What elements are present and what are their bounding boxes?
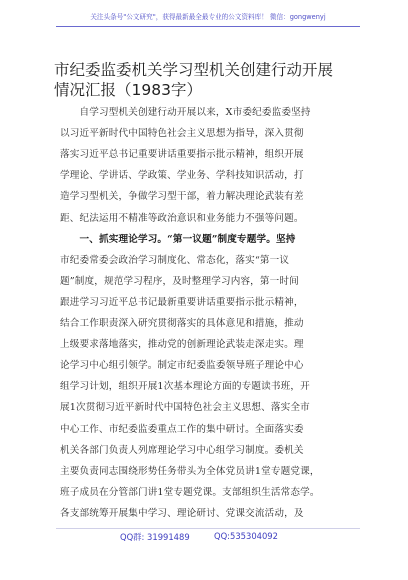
paragraph-line: 论学习中心组引领学。制定市纪委监委领导班子理论中心 [60,360,304,372]
paragraph-line: 造学习型机关，争做学习型干部，着力解决理论武装有差 [60,191,304,203]
paragraph-line: 学理论、学讲话、学政策、学业务、学科技知识活动，打 [60,170,304,182]
paragraph-line: 班子成员在分管部门讲1堂专题党课。支部组织生活常态学。 [60,486,320,498]
paragraph-line: 市纪委常委会政治学习制度化、常态化，落实“第一议 [60,254,290,266]
paragraph-line: 上级要求落地落实，推动党的创新理论武装走深走实。理 [60,339,304,351]
paragraph-line: 跟进学习习近平总书记最新重要讲话重要指示批示精神， [60,296,304,308]
paragraph-line: 落实习近平总书记重要讲话重要指示批示精神，组织开展 [60,149,304,161]
paragraph-line: 主要负责同志围绕形势任务带头为全体党员讲1堂专题党课， [60,465,320,477]
paragraph-line: 题”制度，规范学习程序，及时整理学习内容，第一时间 [60,275,299,287]
paragraph-line: 距、纪法运用不精准等政治意识和业务能力不强等问题。 [60,212,304,224]
paragraph-line: 展1次贯彻习近平新时代中国特色社会主义思想、落实全市 [60,402,310,414]
footer [0,531,408,545]
paragraph-line: 中心工作、市纪委监委重点工作的集中研讨。全面落实委 [60,423,304,435]
document-title-line-2: 情况汇报（1983字） [54,81,202,99]
footer-divider [56,528,360,529]
paragraph-line: 各支部统筹开展集中学习、理论研讨、党课交流活动，及 [60,507,304,519]
document-title-line-1: 市纪委监委机关学习型机关创建行动开展 [54,61,334,79]
paragraph-line: 一、抓实理论学习。“第一议题”制度专题学。坚持 [60,233,296,245]
paragraph-line: 组学习计划，组织开展1次基本理论方面的专题读书班，开 [60,381,310,393]
banner-text: 关注头条号"公文研究"，获得最新最全最专业的公文资料库！ 微信：gongwenyj [90,13,326,21]
top-banner [56,8,360,27]
paragraph-line: 自学习型机关创建行动开展以来，X市委纪委监委坚持 [60,107,311,118]
footer-qq-group: QQ群: 31991489 [120,532,190,542]
paragraph-line: 以习近平新时代中国特色社会主义思想为指导，深入贯彻 [60,128,304,140]
paragraph-line: 机关各部门负责人列席理论学习中心组学习制度。委机关 [60,444,304,456]
footer-qq-contact: QQ:535304092 [214,531,278,541]
paragraph-line: 结合工作职责深入研究贯彻落实的具体意见和措施，推动 [60,318,304,329]
